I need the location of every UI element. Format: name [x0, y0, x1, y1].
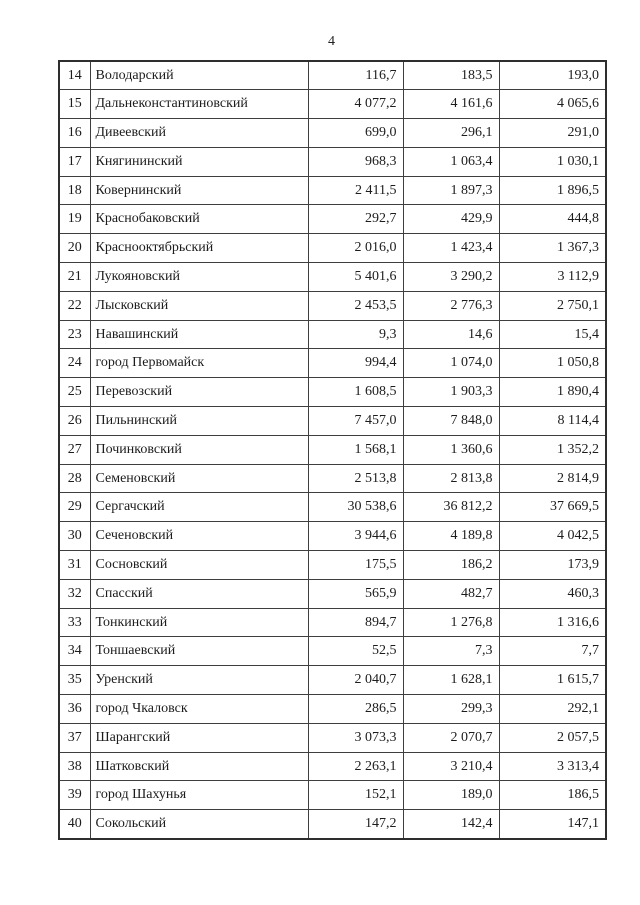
- district-name-cell: Лысковский: [90, 291, 308, 320]
- value-col3-cell: 460,3: [499, 579, 606, 608]
- value-col3-cell: 147,1: [499, 810, 606, 839]
- value-col3-cell: 8 114,4: [499, 407, 606, 436]
- table-body: [59, 61, 606, 839]
- value-col1-cell: 3 073,3: [308, 723, 403, 752]
- district-name-cell: город Первомайск: [90, 349, 308, 378]
- value-col1-cell: 1 608,5: [308, 378, 403, 407]
- district-name-cell: Починковский: [90, 435, 308, 464]
- value-col3-cell: 4 065,6: [499, 90, 606, 119]
- table-row: [59, 666, 606, 695]
- table-row: [59, 551, 606, 580]
- row-number-cell: 36: [59, 695, 90, 724]
- row-number-cell: 22: [59, 291, 90, 320]
- table-row: [59, 464, 606, 493]
- value-col2-cell: 2 070,7: [403, 723, 499, 752]
- district-name-cell: Тонкинский: [90, 608, 308, 637]
- value-col3-cell: 4 042,5: [499, 522, 606, 551]
- row-number-cell: 24: [59, 349, 90, 378]
- district-name-cell: город Шахунья: [90, 781, 308, 810]
- value-col1-cell: 2 040,7: [308, 666, 403, 695]
- value-col2-cell: 1 423,4: [403, 234, 499, 263]
- value-col2-cell: 7,3: [403, 637, 499, 666]
- value-col1-cell: 2 513,8: [308, 464, 403, 493]
- district-name-cell: Сосновский: [90, 551, 308, 580]
- district-name-cell: Шарангский: [90, 723, 308, 752]
- value-col1-cell: 4 077,2: [308, 90, 403, 119]
- value-col1-cell: 894,7: [308, 608, 403, 637]
- row-number-cell: 16: [59, 119, 90, 148]
- value-col1-cell: 2 016,0: [308, 234, 403, 263]
- value-col3-cell: 193,0: [499, 61, 606, 90]
- table-row: [59, 119, 606, 148]
- value-col2-cell: 2 776,3: [403, 291, 499, 320]
- table-row: [59, 176, 606, 205]
- value-col1-cell: 286,5: [308, 695, 403, 724]
- row-number-cell: 19: [59, 205, 90, 234]
- value-col1-cell: 2 263,1: [308, 752, 403, 781]
- table-row: [59, 407, 606, 436]
- value-col3-cell: 2 814,9: [499, 464, 606, 493]
- value-col3-cell: 292,1: [499, 695, 606, 724]
- table-row: [59, 752, 606, 781]
- row-number-cell: 26: [59, 407, 90, 436]
- table-row: [59, 147, 606, 176]
- value-col2-cell: 1 276,8: [403, 608, 499, 637]
- row-number-cell: 38: [59, 752, 90, 781]
- value-col2-cell: 3 290,2: [403, 263, 499, 292]
- value-col3-cell: 1 890,4: [499, 378, 606, 407]
- district-name-cell: Навашинский: [90, 320, 308, 349]
- value-col1-cell: 30 538,6: [308, 493, 403, 522]
- value-col2-cell: 482,7: [403, 579, 499, 608]
- row-number-cell: 37: [59, 723, 90, 752]
- value-col2-cell: 296,1: [403, 119, 499, 148]
- table-row: [59, 234, 606, 263]
- district-name-cell: Пильнинский: [90, 407, 308, 436]
- district-name-cell: Сеченовский: [90, 522, 308, 551]
- row-number-cell: 34: [59, 637, 90, 666]
- district-name-cell: Лукояновский: [90, 263, 308, 292]
- value-col2-cell: 36 812,2: [403, 493, 499, 522]
- value-col2-cell: 1 063,4: [403, 147, 499, 176]
- value-col2-cell: 14,6: [403, 320, 499, 349]
- row-number-cell: 14: [59, 61, 90, 90]
- row-number-cell: 18: [59, 176, 90, 205]
- table-row: [59, 349, 606, 378]
- value-col2-cell: 1 903,3: [403, 378, 499, 407]
- value-col1-cell: 52,5: [308, 637, 403, 666]
- value-col3-cell: 3 112,9: [499, 263, 606, 292]
- value-col3-cell: 1 030,1: [499, 147, 606, 176]
- value-col1-cell: 968,3: [308, 147, 403, 176]
- table-row: [59, 205, 606, 234]
- page-number: 4: [328, 34, 335, 49]
- value-col2-cell: 1 360,6: [403, 435, 499, 464]
- row-number-cell: 40: [59, 810, 90, 839]
- table-row: [59, 90, 606, 119]
- value-col2-cell: 2 813,8: [403, 464, 499, 493]
- value-col1-cell: 699,0: [308, 119, 403, 148]
- value-col1-cell: 7 457,0: [308, 407, 403, 436]
- value-col1-cell: 3 944,6: [308, 522, 403, 551]
- district-name-cell: Дальнеконстантиновский: [90, 90, 308, 119]
- district-name-cell: Княгининский: [90, 147, 308, 176]
- value-col3-cell: 1 352,2: [499, 435, 606, 464]
- value-col1-cell: 565,9: [308, 579, 403, 608]
- district-name-cell: Спасский: [90, 579, 308, 608]
- value-col2-cell: 4 189,8: [403, 522, 499, 551]
- district-name-cell: Краснобаковский: [90, 205, 308, 234]
- value-col3-cell: 1 316,6: [499, 608, 606, 637]
- value-col1-cell: 1 568,1: [308, 435, 403, 464]
- value-col2-cell: 1 897,3: [403, 176, 499, 205]
- value-col3-cell: 444,8: [499, 205, 606, 234]
- value-col3-cell: 186,5: [499, 781, 606, 810]
- district-name-cell: Дивеевский: [90, 119, 308, 148]
- value-col2-cell: 3 210,4: [403, 752, 499, 781]
- table-row: [59, 810, 606, 839]
- row-number-cell: 25: [59, 378, 90, 407]
- value-col1-cell: 2 411,5: [308, 176, 403, 205]
- district-name-cell: Володарский: [90, 61, 308, 90]
- district-name-cell: Шатковский: [90, 752, 308, 781]
- value-col3-cell: 37 669,5: [499, 493, 606, 522]
- table-row: [59, 263, 606, 292]
- value-col3-cell: 2 750,1: [499, 291, 606, 320]
- row-number-cell: 27: [59, 435, 90, 464]
- value-col3-cell: 1 896,5: [499, 176, 606, 205]
- value-col1-cell: 175,5: [308, 551, 403, 580]
- table-row: [59, 291, 606, 320]
- value-col1-cell: 147,2: [308, 810, 403, 839]
- district-name-cell: Уренский: [90, 666, 308, 695]
- value-col3-cell: 1 615,7: [499, 666, 606, 695]
- value-col2-cell: 1 628,1: [403, 666, 499, 695]
- value-col2-cell: 183,5: [403, 61, 499, 90]
- table-row: [59, 378, 606, 407]
- value-col3-cell: 1 367,3: [499, 234, 606, 263]
- value-col2-cell: 189,0: [403, 781, 499, 810]
- value-col2-cell: 1 074,0: [403, 349, 499, 378]
- district-data-table: [58, 60, 607, 840]
- row-number-cell: 32: [59, 579, 90, 608]
- district-name-cell: Семеновский: [90, 464, 308, 493]
- row-number-cell: 33: [59, 608, 90, 637]
- value-col3-cell: 2 057,5: [499, 723, 606, 752]
- row-number-cell: 30: [59, 522, 90, 551]
- table-row: [59, 579, 606, 608]
- table-row: [59, 493, 606, 522]
- table-row: [59, 435, 606, 464]
- district-name-cell: Краснооктябрьский: [90, 234, 308, 263]
- value-col1-cell: 292,7: [308, 205, 403, 234]
- table-row: [59, 781, 606, 810]
- table-row: [59, 61, 606, 90]
- row-number-cell: 29: [59, 493, 90, 522]
- value-col2-cell: 429,9: [403, 205, 499, 234]
- row-number-cell: 17: [59, 147, 90, 176]
- table-row: [59, 637, 606, 666]
- table-row: [59, 723, 606, 752]
- value-col3-cell: 173,9: [499, 551, 606, 580]
- row-number-cell: 20: [59, 234, 90, 263]
- value-col3-cell: 1 050,8: [499, 349, 606, 378]
- value-col2-cell: 142,4: [403, 810, 499, 839]
- value-col2-cell: 7 848,0: [403, 407, 499, 436]
- row-number-cell: 35: [59, 666, 90, 695]
- value-col1-cell: 152,1: [308, 781, 403, 810]
- row-number-cell: 15: [59, 90, 90, 119]
- district-name-cell: Тоншаевский: [90, 637, 308, 666]
- value-col3-cell: 3 313,4: [499, 752, 606, 781]
- value-col2-cell: 186,2: [403, 551, 499, 580]
- value-col3-cell: 7,7: [499, 637, 606, 666]
- table-row: [59, 695, 606, 724]
- table-row: [59, 522, 606, 551]
- row-number-cell: 31: [59, 551, 90, 580]
- row-number-cell: 23: [59, 320, 90, 349]
- table-row: [59, 608, 606, 637]
- row-number-cell: 28: [59, 464, 90, 493]
- district-name-cell: Сергачский: [90, 493, 308, 522]
- value-col1-cell: 5 401,6: [308, 263, 403, 292]
- district-name-cell: город Чкаловск: [90, 695, 308, 724]
- value-col3-cell: 15,4: [499, 320, 606, 349]
- table-row: [59, 320, 606, 349]
- row-number-cell: 21: [59, 263, 90, 292]
- value-col1-cell: 9,3: [308, 320, 403, 349]
- value-col1-cell: 116,7: [308, 61, 403, 90]
- value-col2-cell: 299,3: [403, 695, 499, 724]
- value-col1-cell: 2 453,5: [308, 291, 403, 320]
- value-col2-cell: 4 161,6: [403, 90, 499, 119]
- district-name-cell: Ковернинский: [90, 176, 308, 205]
- district-name-cell: Перевозский: [90, 378, 308, 407]
- value-col1-cell: 994,4: [308, 349, 403, 378]
- value-col3-cell: 291,0: [499, 119, 606, 148]
- row-number-cell: 39: [59, 781, 90, 810]
- district-name-cell: Сокольский: [90, 810, 308, 839]
